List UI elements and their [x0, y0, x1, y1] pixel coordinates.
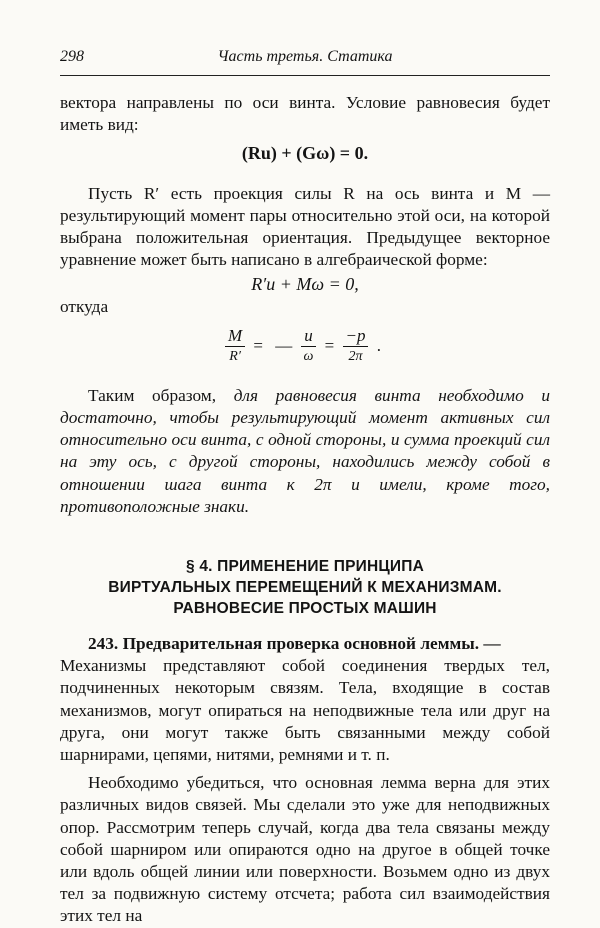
header-rule — [60, 75, 550, 76]
formula-algebraic: R′u + Mω = 0, — [251, 274, 359, 295]
section-heading: § 4. ПРИМЕНЕНИЕ ПРИНЦИПА ВИРТУАЛЬНЫХ ПЕРЕМЕЩЕНИЙ К МЕХАНИЗМАМ. РАВНОВЕСИЕ ПРОСТЫХ МАШИН — [108, 558, 502, 618]
page-body — [60, 92, 550, 928]
word-otkuda: откуда — [60, 296, 109, 316]
running-title: Часть третья. Статика — [217, 48, 393, 65]
subsection-heading: 243. Предварительная проверка основной леммы. — — [88, 634, 501, 654]
fraction-m-r: $\frac{M}{R'}$ — [225, 326, 245, 367]
paragraph-3: Таким образом, для равновесия винта необходимо и достаточно, чтобы результирующий момент активных сил относительно оси винта, с одной стороны, и сумма проекций сил на эту ось, с другой стороны, находились между собой в отношении шага винта к 2π и имели, кроме того, противоположные знаки. — [60, 385, 550, 516]
paragraph-5: Необходимо убедиться, что основная лемма верна для этих различных видов связей. Мы сделали это уже для неподвижных опор. Рассмотрим теперь случай, когда два тела связаны между собой шарниром или опираются одно на другое в общей точке или вдоль общей линии или поверхности. Возьмем одно из двух тел за подвижную систему отсчета; работа сил взаимодействия этих тел на — [60, 773, 550, 926]
paragraph-4: Механизмы представляют собой соединения твердых тел, подчиненных некоторым связям. Тела, входящие в состав механизмов, могут опираться на неподвижные тела или друг на друга, они могут также быть связанными между собой шарнирами, цепями, нитями, ремнями и т. п. — [60, 656, 550, 765]
paragraph-1: вектора направлены по оси винта. Условие равновесия будет иметь вид: — [60, 93, 550, 135]
fraction-p-2pi: $\frac{-p}{2\pi}$ — [343, 326, 369, 367]
fraction-u-omega: $\frac{u}{\omega}$ — [301, 326, 317, 367]
formula-ratio: $\frac{M}{R'}$ = — $\frac{u}{\omega}$ = $\frac{-p}{2\pi}$ . — [60, 326, 550, 367]
theorem-statement: для равновесия винта необходимо и достаточно, чтобы результирующий момент активных сил относительно оси винта, с одной стороны, и сумма проекций сил на эту ось, с другой стороны, находились между собой в отношении шага винта к 2π и имели, кроме того, противоположные знаки. — [60, 385, 550, 516]
page-number: 298 — [60, 48, 84, 65]
formula-equilibrium: (Ru) + (Gω) = 0. — [241, 143, 369, 164]
page-header — [60, 48, 550, 74]
paragraph-2: Пусть R′ есть проекция силы R на ось винта и M — результирующий момент пары относительно этой оси, на которой выбрана положительная ориентация. Предыдущее векторное уравнение может быть написано в алгебраической форме: — [60, 183, 550, 270]
